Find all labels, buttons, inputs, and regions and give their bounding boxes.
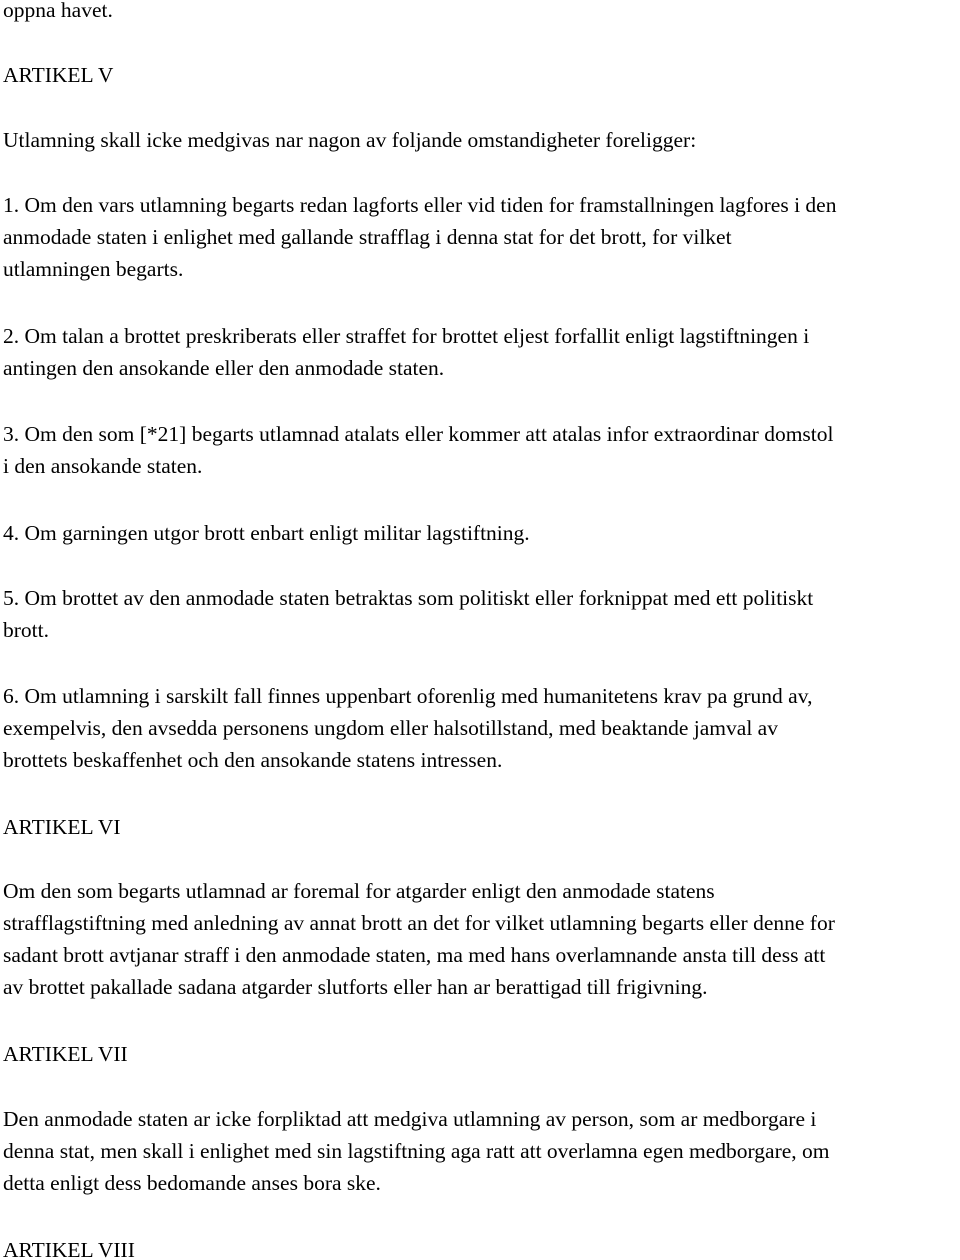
article-v-item-2: 2. Om talan a brottet preskriberats eller straffet for brottet eljest forfallit enligt lagstiftningen i antingen den ansokande eller den anmodade staten. xyxy=(3,324,810,380)
article-v-intro: Utlamning skall icke medgivas nar nagon av foljande omstandigheter foreligger: xyxy=(3,128,697,152)
article-v-item-5: 5. Om brottet av den anmodade staten betraktas som politiskt eller forknippat med ett politiskt brott. xyxy=(3,586,814,642)
article-v-heading: ARTIKEL V xyxy=(3,63,114,87)
article-vii-heading: ARTIKEL VII xyxy=(3,1042,128,1066)
fragment-text: oppna havet. xyxy=(3,0,113,22)
article-v-item-1: 1. Om den vars utlamning begarts redan lagforts eller vid tiden for framstallningen lagfores i den anmodade staten i enlighet med gallande strafflag i denna stat for det brott, for vilket utlamningen begarts. xyxy=(3,193,837,281)
article-viii-heading: ARTIKEL VIII xyxy=(3,1238,135,1260)
article-v-item-6: 6. Om utlamning i sarskilt fall finnes uppenbart oforenlig med humanitetens krav pa grund av, exempelvis, den avsedda personens ungdom eller halsotillstand, med beaktande jamval av brottets beskaffenhet och den ansokande statens intressen. xyxy=(3,684,813,772)
article-v-item-3: 3. Om den som [*21] begarts utlamnad atalats eller kommer att atalas infor extraordinar domstol i den ansokande staten. xyxy=(3,422,834,478)
article-v-item-4: 4. Om garningen utgor brott enbart enligt militar lagstiftning. xyxy=(3,521,530,545)
article-vi-heading: ARTIKEL VI xyxy=(3,815,121,839)
article-vii-paragraph: Den anmodade staten ar icke forpliktad att medgiva utlamning av person, som ar medborgare i denna stat, men skall i enlighet med sin lagstiftning aga ratt att overlamna egen medborgare, om detta enligt dess bedomande anses bora ske. xyxy=(3,1107,830,1195)
article-vi-paragraph: Om den som begarts utlamnad ar foremal for atgarder enligt den anmodade statens strafflagstiftning med anledning av annat brott an det for vilket utlamning begarts eller denne for sadant brott avtjanar straff i den anmodade staten, ma med hans overlamnande ansta till dess att av brottet pakallade sadana atgarder slutforts eller han ar berattigad till frigivning. xyxy=(3,879,835,999)
